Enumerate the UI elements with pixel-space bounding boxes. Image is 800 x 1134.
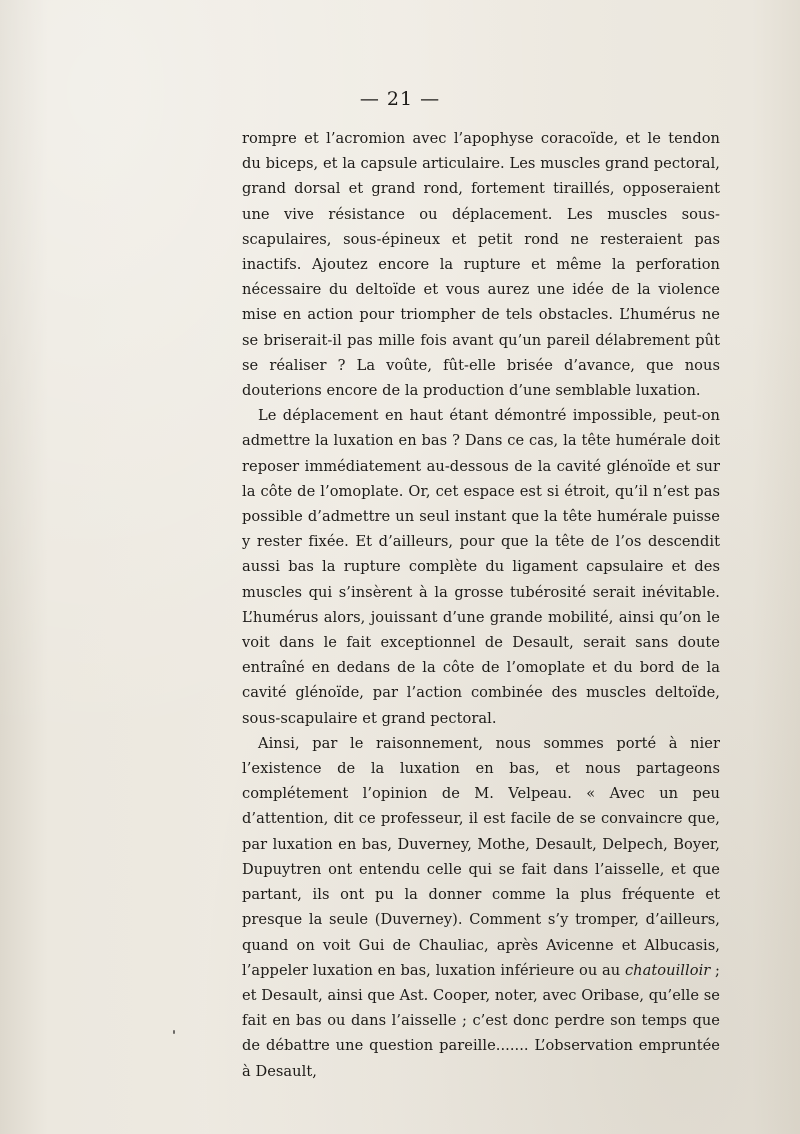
paragraph-3 <box>242 731 720 1084</box>
ink-speck <box>173 1030 175 1034</box>
italic-term: chatouilloir <box>624 961 711 979</box>
paragraph-2: Le déplacement en haut étant démontré impossible, peut-on admettre la luxation en bas ? Dans ce cas, la tête humérale doit reposer immédiatement au-dessous de la cavité glénoïde et sur la côte de l’omoplate. Or, cet espace est si étroit, qu’il n’est pas possible d’admettre un seul instant que la tête humérale puisse y rester fixée. Et d’ailleurs, pour que la tête de l’os descendit aussi bas la rupture complète du ligament capsulaire et des muscles qui s’insèrent à la grosse tubérosité serait inévitable. L’humérus alors, jouissant d’une grande mobilité, ainsi qu’on le voit dans le fait exceptionnel de Desault, serait sans doute entraîné en dedans de la côte de l’omoplate et du bord de la cavité glénoïde, par l’action combinée des muscles deltoïde, sous-scapulaire et grand pectoral. <box>242 407 720 727</box>
paragraph-3-text-start: Ainsi, par le raisonnement, nous sommes porté à nier l’existence de la luxation en bas, et nous partageons complétement l’opinion de M. Velpeau. « Avec un peu d’attention, dit ce professeur, il est facile de se convaincre que, par luxation en bas, Duverney, Mothe, Desault, Delpech, Boyer, Dupuytren ont entendu celle qui se fait dans l’aisselle, et que partant, ils ont pu la donner comme la plus fréquente et presque la seule (Duverney). Comment s’y tromper, d’ailleurs, quand on voit Gui de Chauliac, après Avicenne et Albucasis, l’appeler luxation en bas, luxation inférieure ou au <box>242 734 720 979</box>
page-number-header: — 21 — <box>359 88 441 110</box>
paragraph-3-text-end: ; et Desault, ainsi que Ast. Cooper, noter, avec Oribase, qu’elle se fait en bas ou dans l’aisselle ; c’est donc perdre son temps que de débattre une question pareille....... L’observation empruntée à Desault, <box>242 961 721 1080</box>
body-text <box>242 126 720 1084</box>
paragraph-1: rompre et l’acromion avec l’apophyse coracoïde, et le tendon du biceps, et la capsule articulaire. Les muscles grand pectoral, grand dorsal et grand rond, fortement tiraillés, opposeraient une vive résistance ou déplacement. Les muscles sous-scapulaires, sous-épineux et petit rond ne resteraient pas inactifs. Ajoutez encore la rupture et même la perforation nécessaire du deltoïde et vous aurez une idée de la violence mise en action pour triompher de tels obstacles. L’humérus ne se briserait-il pas mille fois avant qu’un pareil délabrement pût se réaliser ? La voûte, fût-elle brisée d’avance, que nous douterions encore de la production d’une semblable luxation. <box>242 130 720 400</box>
